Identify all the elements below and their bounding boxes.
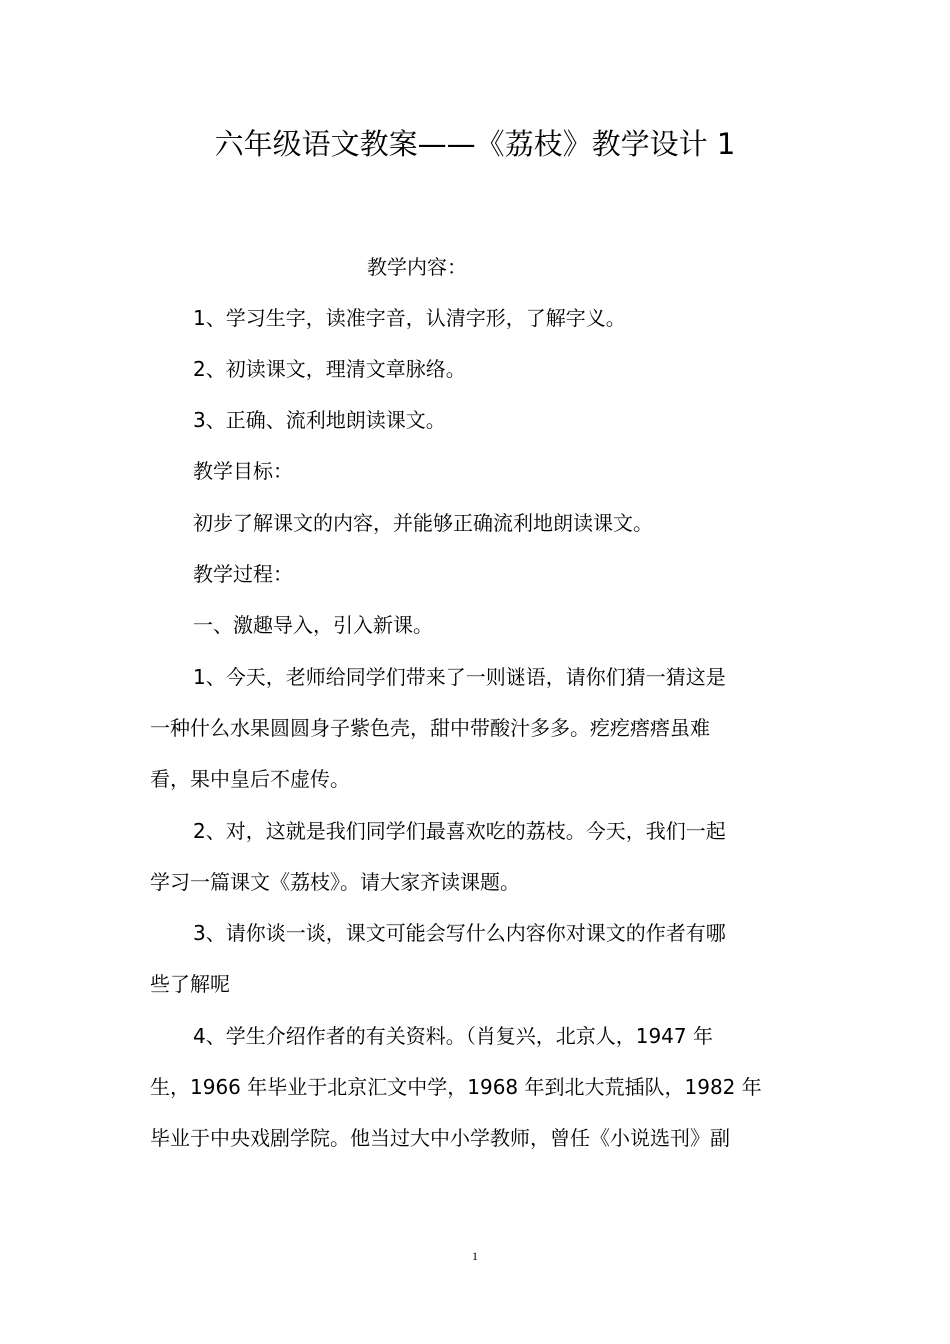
goal-text: 初步了解课文的内容，并能够正确流利地朗读课文。 [193,511,653,535]
paragraph-1-line: 1、今天，老师给同学们带来了一则谜语，请你们猜一猜这是 [193,665,726,689]
process-heading: 教学过程： [193,562,293,586]
content-heading: 教学内容： [367,255,467,279]
paragraph-2-line: 学习一篇课文《荔枝》。请大家齐读课题。 [150,870,520,894]
paragraph-1-line: 看，果中皇后不虚传。 [150,767,350,791]
paragraph-3-line: 些了解呢 [150,972,230,996]
paragraph-2-line: 2、对，这就是我们同学们最喜欢吃的荔枝。今天，我们一起 [193,819,726,843]
goal-heading: 教学目标： [193,459,293,483]
paragraph-4-line: 生，1966 年毕业于北京汇文中学，1968 年到北大荒插队，1982 年 [150,1075,762,1099]
content-item: 3、正确、流利地朗读课文。 [193,408,446,432]
paragraph-3-line: 3、请你谈一谈，课文可能会写什么内容你对课文的作者有哪 [193,921,726,945]
content-item: 1、学习生字，读准字音，认清字形，了解字义。 [193,306,626,330]
page-number: 1 [472,1249,478,1263]
document-title: 六年级语文教案——《荔枝》教学设计 1 [214,127,736,161]
paragraph-1-line: 一种什么水果圆圆身子紫色壳，甜中带酸汁多多。疙疙瘩瘩虽难 [150,716,710,740]
paragraph-4-line: 4、学生介绍作者的有关资料。（肖复兴，北京人，1947 年 [193,1024,713,1048]
content-item: 2、初读课文，理清文章脉络。 [193,357,466,381]
step-one-heading: 一、激趣导入，引入新课。 [193,613,433,637]
paragraph-4-line: 毕业于中央戏剧学院。他当过大中小学教师，曾任《小说选刊》副 [150,1126,730,1150]
